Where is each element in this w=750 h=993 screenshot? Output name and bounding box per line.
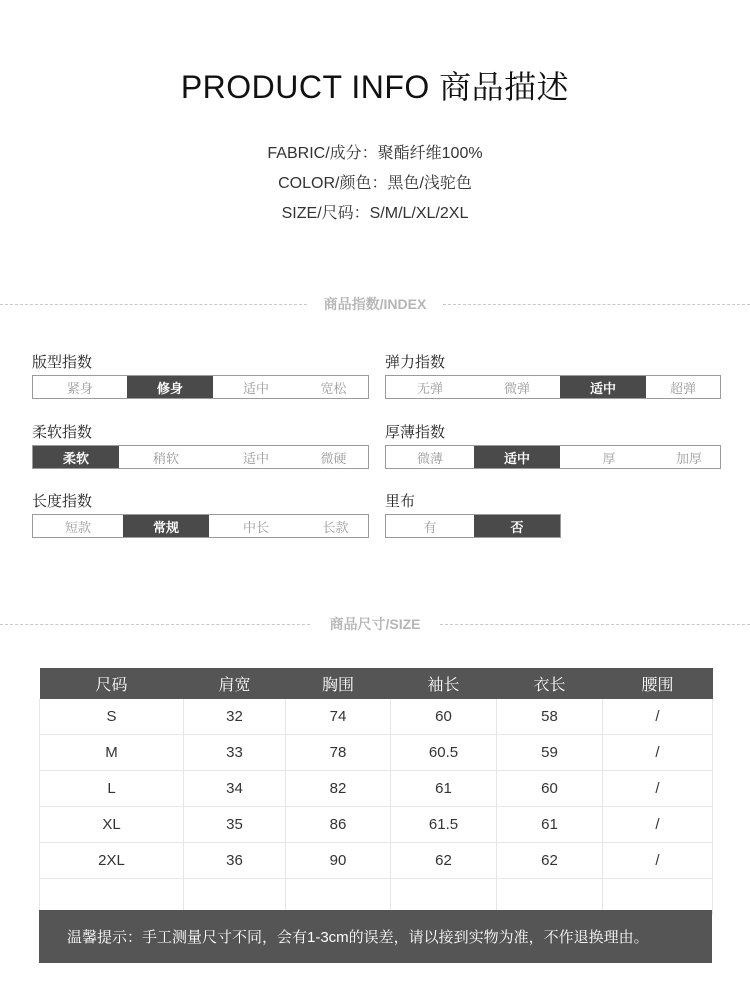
spec-list: [0, 143, 750, 233]
spec-color: COLOR/颜色：黑色/浅驼色: [278, 175, 472, 192]
index-option: 长款: [322, 519, 349, 535]
index-option: 适中: [242, 450, 269, 466]
index-option: 有: [423, 519, 437, 535]
index-group-elasticity: [385, 353, 721, 399]
table-cell: 74: [286, 699, 391, 735]
index-bar: [32, 375, 369, 399]
table-cell: 61: [497, 807, 603, 843]
table-cell: 62: [497, 843, 603, 879]
index-option: 加厚: [675, 450, 702, 466]
index-group-lining: [385, 492, 561, 538]
divider-line-right: [440, 624, 750, 625]
size-divider: [0, 614, 750, 634]
table-cell: 2XL: [40, 843, 184, 879]
spec-fabric: FABRIC/成分：聚酯纤维100%: [267, 145, 483, 162]
page-title: PRODUCT INFO 商品描述: [180, 69, 570, 105]
index-group-length: [32, 492, 369, 538]
index-bar: [32, 514, 369, 538]
table-cell: 58: [497, 699, 603, 735]
index-section-title: 商品指数/INDEX: [323, 296, 427, 312]
index-option-selected: 否: [474, 515, 560, 537]
column-header: 腰围: [603, 668, 713, 699]
index-option: 厚: [602, 450, 616, 466]
table-cell: 78: [286, 735, 391, 771]
table-row: [40, 771, 713, 807]
size-section-title: 商品尺寸/SIZE: [329, 616, 421, 632]
table-cell: 60: [391, 699, 497, 735]
index-option: 超弹: [669, 380, 696, 396]
index-option: 无弹: [416, 380, 443, 396]
table-cell: M: [40, 735, 184, 771]
index-bar: [385, 514, 561, 538]
table-cell: /: [603, 699, 713, 735]
group-label: 柔软指数: [32, 424, 93, 441]
column-header: 袖长: [391, 668, 497, 699]
table-cell: 34: [184, 771, 286, 807]
index-bar: [385, 375, 721, 399]
table-row: [40, 843, 713, 879]
table-cell: 82: [286, 771, 391, 807]
table-cell: 61: [391, 771, 497, 807]
group-label: 弹力指数: [385, 354, 446, 371]
measurement-note: 温馨提示：手工测量尺寸不同，会有1-3cm的误差，请以接到实物为准，不作退换理由。: [39, 910, 712, 963]
index-option-selected: 适中: [560, 376, 646, 398]
index-option: 稍软: [152, 450, 179, 466]
column-header: 尺码: [40, 668, 184, 699]
divider-line-right: [443, 304, 750, 305]
index-group-softness: [32, 423, 369, 469]
index-option: 中长: [242, 519, 269, 535]
index-option: 微弹: [503, 380, 530, 396]
table-cell: 90: [286, 843, 391, 879]
index-option: 适中: [242, 380, 269, 396]
index-bar: [32, 445, 369, 469]
index-group-fit: [32, 353, 369, 399]
index-option: 宽松: [320, 380, 347, 396]
index-option-selected: 适中: [474, 446, 560, 468]
index-option-selected: 常规: [123, 515, 209, 537]
index-option-selected: 柔软: [33, 446, 119, 468]
table-cell: XL: [40, 807, 184, 843]
table-header-row: [40, 668, 713, 699]
column-header: 胸围: [286, 668, 391, 699]
table-cell: 60: [497, 771, 603, 807]
index-option: 紧身: [66, 380, 93, 396]
group-label: 版型指数: [32, 354, 93, 371]
table-cell: 33: [184, 735, 286, 771]
table-cell: 36: [184, 843, 286, 879]
column-header: 肩宽: [184, 668, 286, 699]
table-cell: /: [603, 735, 713, 771]
table-cell: 32: [184, 699, 286, 735]
index-option: 短款: [64, 519, 91, 535]
group-label: 里布: [385, 493, 416, 510]
size-table: [39, 668, 713, 915]
table-row: [40, 699, 713, 735]
table-cell: S: [40, 699, 184, 735]
table-cell: 35: [184, 807, 286, 843]
table-row: [40, 807, 713, 843]
index-option: 微硬: [320, 450, 347, 466]
table-cell: 86: [286, 807, 391, 843]
index-group-thickness: [385, 423, 721, 469]
index-option: 微薄: [416, 450, 443, 466]
group-label: 长度指数: [32, 493, 93, 510]
table-cell: 61.5: [391, 807, 497, 843]
index-option-selected: 修身: [127, 376, 213, 398]
table-cell: /: [603, 807, 713, 843]
index-bar: [385, 445, 721, 469]
column-header: 衣长: [497, 668, 603, 699]
table-cell: /: [603, 771, 713, 807]
table-cell: 60.5: [391, 735, 497, 771]
table-cell: /: [603, 843, 713, 879]
table-cell: L: [40, 771, 184, 807]
group-label: 厚薄指数: [385, 424, 446, 441]
table-cell: 62: [391, 843, 497, 879]
spec-size: SIZE/尺码：S/M/L/XL/2XL: [281, 205, 469, 222]
table-cell: 59: [497, 735, 603, 771]
index-divider: [0, 294, 750, 314]
table-row: [40, 735, 713, 771]
